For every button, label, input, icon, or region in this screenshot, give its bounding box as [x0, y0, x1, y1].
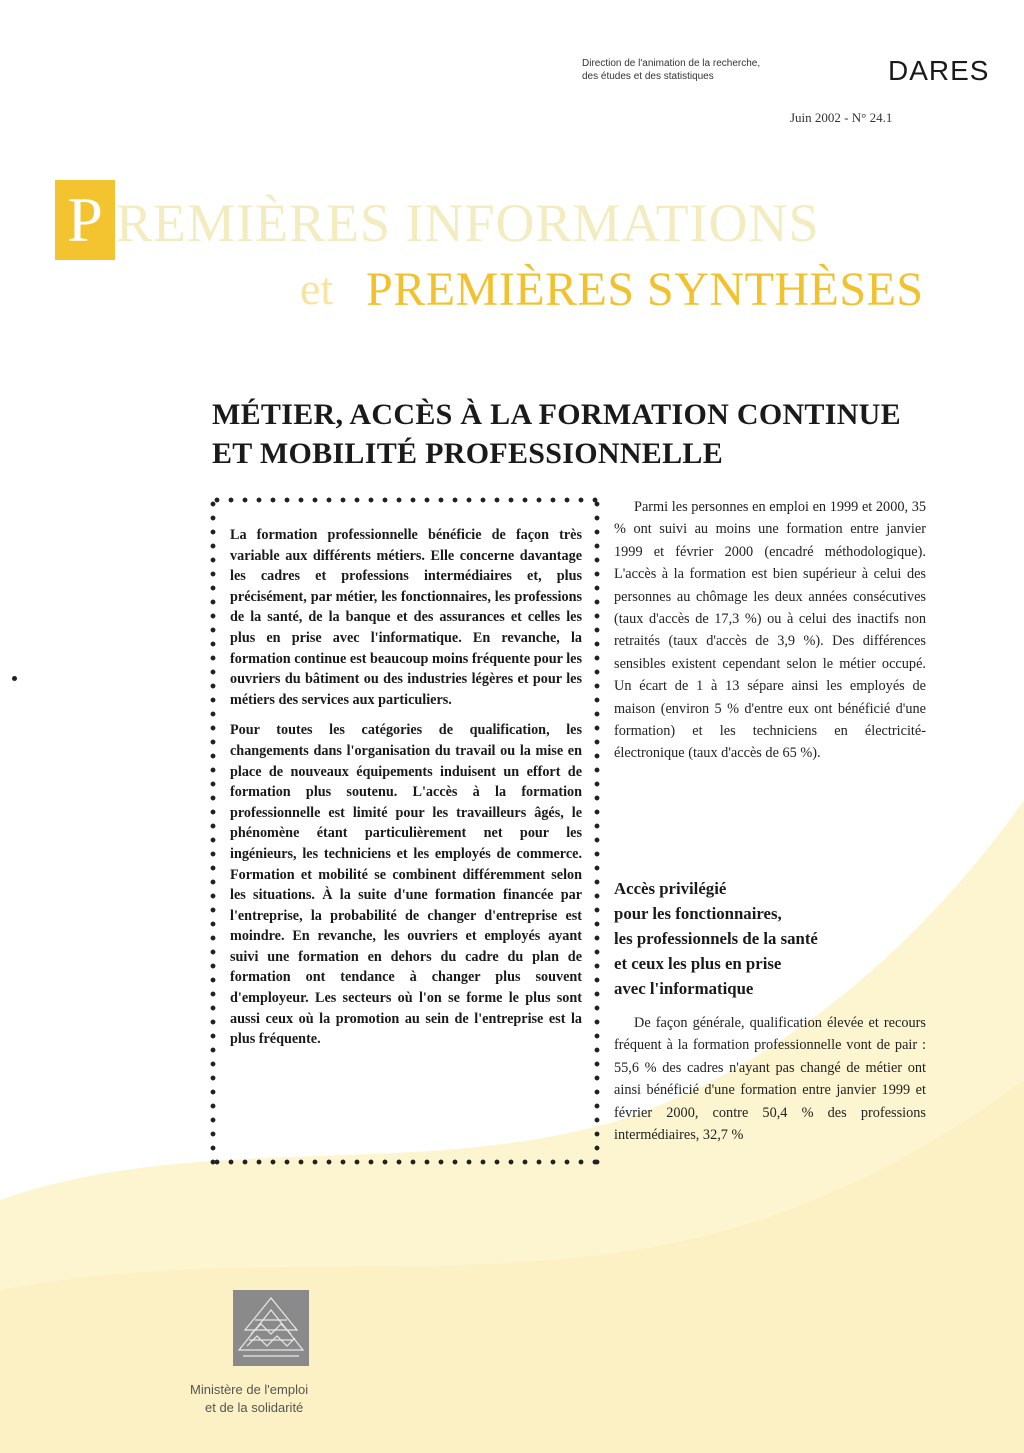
summary-box	[210, 497, 600, 1165]
section-column	[614, 1012, 926, 1146]
summary-paragraph-1: La formation professionnelle bénéficie de façon très variable aux différents métiers. Elle concerne davantage les cadres et professions intermédiaires et, plus précisément, par métier, les fonctionnaires, les professions de la santé, de la banque et des assurances et celles les plus en prise avec l'informatique. En revanche, la formation continue est beaucoup moins fréquente pour les ouvriers du bâtiment ou des industries légères et pour les métiers des services aux particuliers.	[230, 527, 582, 708]
org-acronym: DARES	[888, 55, 990, 86]
section-heading	[614, 876, 926, 1001]
banner-line1: REMIÈRES INFORMATIONS	[116, 193, 820, 253]
issue-number: Juin 2002 - N° 24.1	[790, 110, 893, 125]
scan-speck	[12, 676, 17, 681]
ministry-name-line2: et de la solidarité	[205, 1400, 304, 1415]
title-line2: ET MOBILITÉ PROFESSIONNELLE	[212, 437, 724, 470]
dotted-border-left	[210, 497, 216, 1165]
section-heading-line2: pour les fonctionnaires,	[614, 904, 782, 923]
ministry-name-line1: Ministère de l'emploi	[190, 1382, 309, 1397]
dotted-border-top	[210, 497, 600, 503]
article-title	[0, 0, 1024, 480]
dotted-border-right	[594, 497, 600, 1165]
title-line1: MÉTIER, ACCÈS À LA FORMATION CONTINUE	[212, 398, 901, 431]
ministry-logo-icon	[233, 1290, 309, 1366]
section-heading-line5: avec l'informatique	[614, 979, 754, 998]
summary-text	[230, 525, 582, 1060]
section-heading-line4: et ceux les plus en prise	[614, 954, 782, 973]
banner-initial: P	[55, 180, 115, 260]
section-heading-line1: Accès privilégié	[614, 879, 727, 898]
intro-paragraph: Parmi les personnes en emploi en 1999 et 2000, 35 % ont suivi au moins une formation entre janvier 1999 et février 2000 (encadré méthodologique). L'accès à la formation est bien supérieur à celui des personnes au chômage les deux années consécutives (taux d'accès de 17,3 %) ou à celui des inactifs non retraités (taux d'accès de 3,9 %). Des différences sensibles existent cependant selon le métier occupé. Un écart de 1 à 13 sépare ainsi les employés de maison (environ 5 % d'entre eux ont bénéficié d'une formation) et les techniciens en électricité-électronique (taux d'accès de 65 %).	[614, 499, 926, 762]
org-name-line1: Direction de l'animation de la recherche,	[582, 58, 761, 69]
dotted-border-bottom	[210, 1159, 600, 1165]
section-heading-line3: les professionnels de la santé	[614, 929, 818, 948]
org-name-line2: des études et des statistiques	[582, 71, 714, 82]
summary-paragraph-2: Pour toutes les catégories de qualification, les changements dans l'organisation du travail ou la mise en place de nouveaux équipements induisent un effort de formation plus soutenu. L'accès à la formation professionnelle est limité pour les travailleurs âgés, le phénomène étant particulièrement net pour les ingénieurs, les techniciens et les employés de commerce. Formation et mobilité se combinent différemment selon les situations. À la suite d'une formation financée par l'entreprise, la probabilité de changer d'entreprise est moindre. En revanche, les ouvriers et employés ayant suivi une formation en dehors du cadre du plan de formation ont tendance à changer plus souvent d'employeur. Les secteurs où l'on se forme le plus sont aussi ceux où la promotion au sein de l'entreprise est la plus fréquente.	[230, 722, 582, 1048]
section-paragraph: De façon générale, qualification élevée et recours fréquent à la formation professionnelle vont de pair : 55,6 % des cadres n'ayant pas changé de métier ont ainsi bénéficié d'une formation entre janvier 1999 et février 2000, contre 50,4 % des professions intermédiaires, 32,7 %	[614, 1015, 926, 1144]
intro-column	[614, 496, 926, 765]
banner-et: et	[300, 263, 334, 314]
banner-line2: PREMIÈRES SYNTHÈSES	[366, 263, 924, 316]
footer	[0, 1280, 1024, 1453]
